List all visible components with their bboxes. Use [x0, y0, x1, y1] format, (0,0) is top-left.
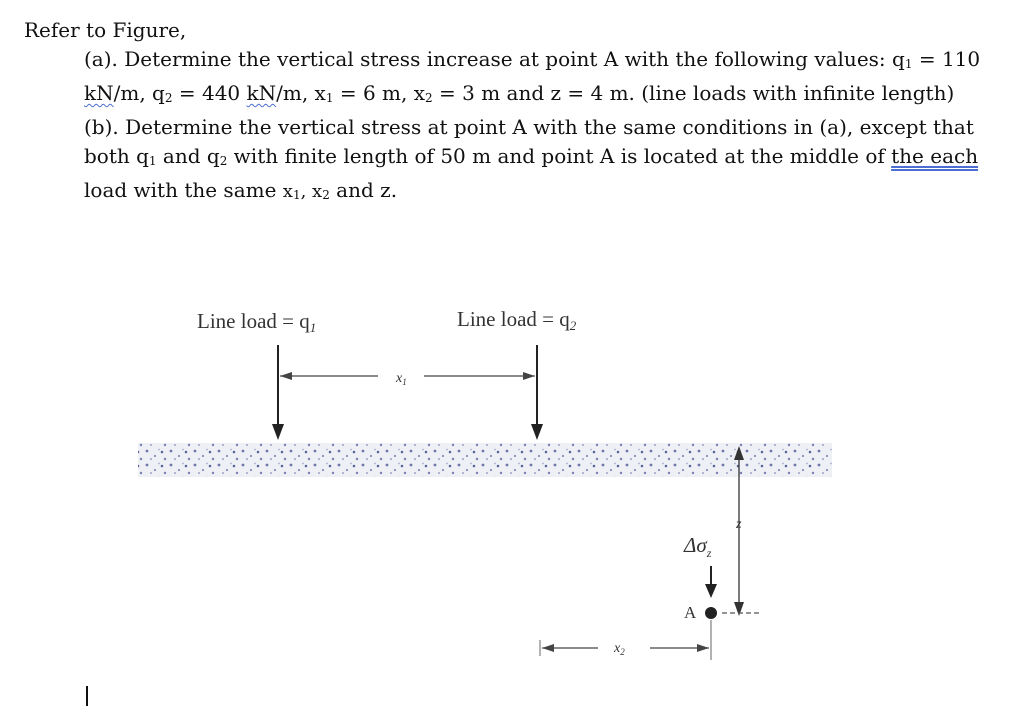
q1-subscript: 1 — [148, 154, 157, 168]
part-b-text: with finite length of 50 m and point A is located at the middle of — [227, 144, 892, 168]
underlined-phrase: the each — [891, 144, 979, 168]
part-b-label: (b). — [84, 115, 119, 139]
point-a-marker — [705, 607, 717, 619]
part-a-text: Determine the vertical stress increase at point A with the following values: q — [117, 47, 905, 71]
text-cursor — [86, 686, 88, 706]
q2-subscript: 2 — [164, 91, 173, 105]
x2-subscript: 2 — [322, 188, 330, 202]
x1-label: $x_1$ — [396, 371, 407, 387]
part-a-text: /m, x — [276, 81, 326, 105]
z-label: z — [736, 517, 742, 532]
x2-label: $x_2$ — [614, 641, 625, 657]
part-a-label: (a). — [84, 47, 118, 71]
part-b-text: load with the same — [84, 178, 283, 202]
line-load-1-label: Line load = q1 — [197, 309, 317, 335]
intro-line: Refer to Figure, — [24, 18, 187, 42]
q2-subscript: 2 — [219, 154, 228, 168]
part-a-text: /m, q — [113, 81, 165, 105]
part-a-text: = 3 m and z = 4 m. (line loads with infinite length) — [432, 81, 955, 105]
delta-sigma-label: $\Delta\sigma_z$ — [684, 533, 712, 560]
part-b-text: and q — [156, 144, 220, 168]
q1-subscript: 1 — [904, 57, 913, 71]
part-a-text: = 440 — [178, 81, 247, 105]
part-b-text: and z. — [329, 178, 398, 202]
load-2-arrow — [531, 345, 543, 440]
part-b-text: Determine the vertical stress at point A with the same conditions in (a), except that both q — [84, 115, 974, 168]
unit-kn: kN — [246, 81, 277, 105]
line-load-2-label: Line load = q2 — [457, 307, 577, 333]
load-1-arrow — [272, 345, 284, 440]
unit-kn: kN — [84, 81, 114, 105]
x1-subscript: 1 — [292, 188, 301, 202]
part-b-text: , x — [300, 181, 323, 202]
delta-sigma-arrow — [705, 566, 717, 598]
x2-dimension — [540, 620, 711, 660]
x1-dimension — [280, 371, 535, 387]
ground-surface — [138, 443, 832, 477]
point-a-label: A — [684, 603, 697, 622]
part-a-text: = 110 — [912, 47, 981, 71]
part-a-text: = 6 m, x — [333, 81, 425, 105]
x1-subscript: 1 — [325, 91, 334, 105]
x2-subscript: 2 — [425, 91, 433, 105]
part-b-text: x — [282, 181, 293, 202]
